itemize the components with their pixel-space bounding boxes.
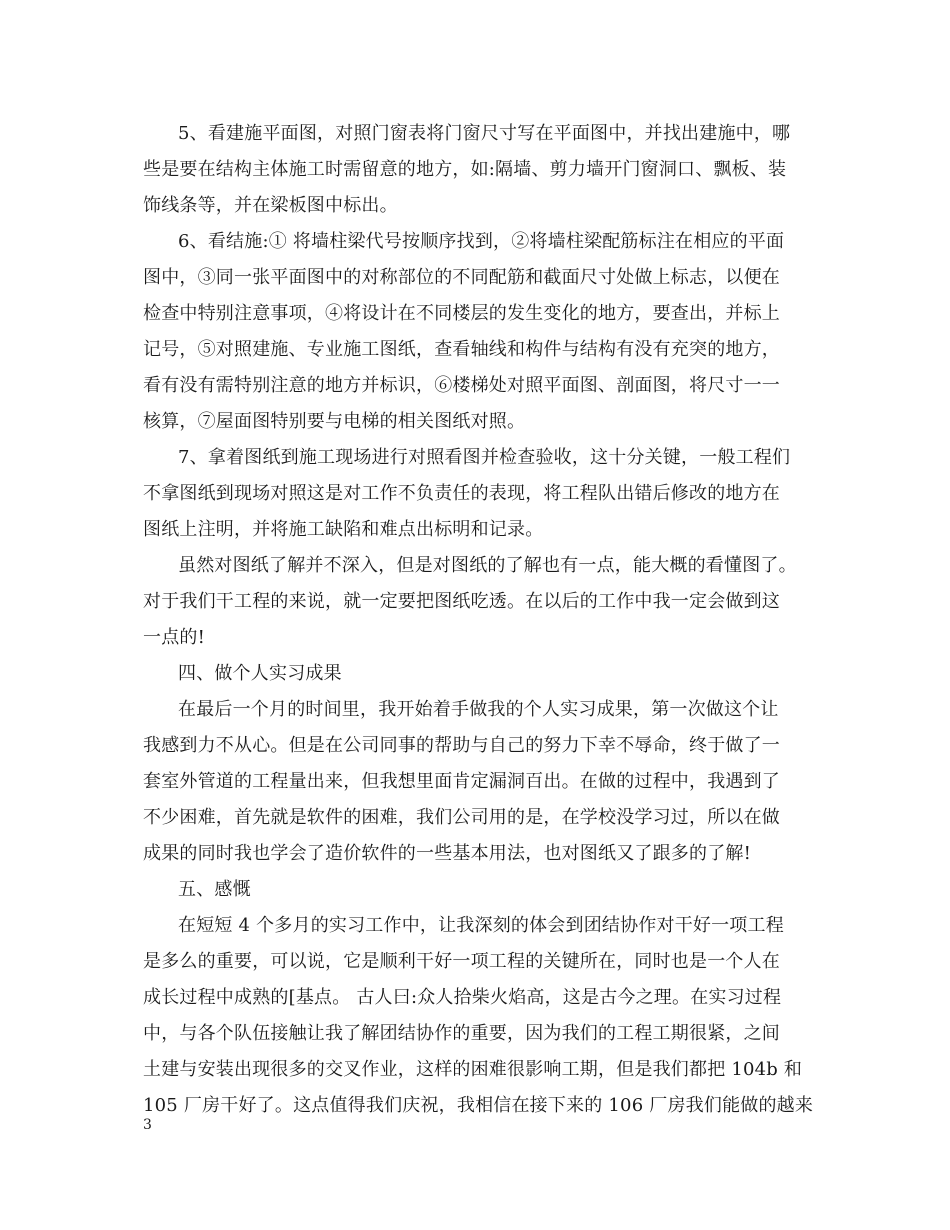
text-line: 5、看建施平面图，对照门窗表将门窗尺寸写在平面图中，并找出建施中，哪 (178, 123, 791, 144)
text-line: 一点的! (143, 627, 206, 648)
section-heading: 四、做个人实习成果 (178, 663, 342, 684)
text-line: 记号，⑤对照建施、专业施工图纸，查看轴线和构件与结构有没有充突的地方， (143, 339, 780, 360)
page-number: 3 (143, 1117, 152, 1133)
text-line: 看有没有需特别注意的地方并标识，⑥楼梯处对照平面图、剖面图，将尺寸一一 (143, 375, 780, 396)
text-line: 在最后一个月的时间里，我开始着手做我的个人实习成果，第一次做这个让 (178, 699, 779, 720)
text-line: 我感到力不从心。但是在公司同事的帮助与自己的努力下幸不辱命，终于做了一 (143, 735, 780, 756)
text-line: 105 厂房干好了。这点值得我们庆祝，我相信在接下来的 106 厂房我们能做的越来 (143, 1095, 814, 1116)
text-line: 对于我们干工程的来说，就一定要把图纸吃透。在以后的工作中我一定会做到这 (143, 591, 780, 612)
text-line: 7、拿着图纸到施工现场进行对照看图并检查验收，这十分关键，一般工程们 (178, 447, 791, 468)
text-line: 图纸上注明，并将施工缺陷和难点出标明和记录。 (143, 519, 544, 540)
text-line: 些是要在结构主体施工时需留意的地方，如:隔墙、剪力墙开门窗洞口、飘板、装 (143, 159, 787, 180)
text-line: 中，与各个队伍接触让我了解团结协作的重要，因为我们的工程工期很紧，之间 (143, 1023, 780, 1044)
text-line: 饰线条等，并在梁板图中标出。 (143, 195, 398, 216)
text-line: 套室外管道的工程量出来，但我想里面肯定漏洞百出。在做的过程中，我遇到了 (143, 771, 780, 792)
text-line: 土建与安装出现很多的交叉作业，这样的困难很影响工期，但是我们都把 104b 和 (143, 1059, 803, 1080)
section-heading: 五、感慨 (178, 879, 251, 900)
text-line: 不少困难，首先就是软件的困难，我们公司用的是，在学校没学习过，所以在做 (143, 807, 780, 828)
text-line: 是多么的重要，可以说，它是顺利干好一项工程的关键所在，同时也是一个人在 (143, 951, 780, 972)
text-line: 虽然对图纸了解并不深入，但是对图纸的了解也有一点，能大概的看懂图了。 (178, 555, 797, 576)
text-line: 6、看结施:① 将墙柱梁代号按顺序找到，②将墙柱梁配筋标注在相应的平面 (178, 231, 785, 252)
text-line: 检查中特别注意事项，④将设计在不同楼层的发生变化的地方，要查出，并标上 (143, 303, 780, 324)
text-line: 在短短 4 个多月的实习工作中，让我深刻的体会到团结协作对干好一项工程 (178, 915, 784, 936)
text-line: 不拿图纸到现场对照这是对工作不负责任的表现，将工程队出错后修改的地方在 (143, 483, 780, 504)
text-line: 图中，③同一张平面图中的对称部位的不同配筋和截面尺寸处做上标志，以便在 (143, 267, 780, 288)
text-line: 成长过程中成熟的[基点。 古人曰:众人拾柴火焰高，这是古今之理。在实习过程 (143, 987, 782, 1008)
body-text (143, 116, 813, 1124)
text-line: 核算，⑦屋面图特别要与电梯的相关图纸对照。 (143, 411, 526, 432)
text-line: 成果的同时我也学会了造价软件的一些基本用法，也对图纸又了跟多的了解! (143, 843, 752, 864)
